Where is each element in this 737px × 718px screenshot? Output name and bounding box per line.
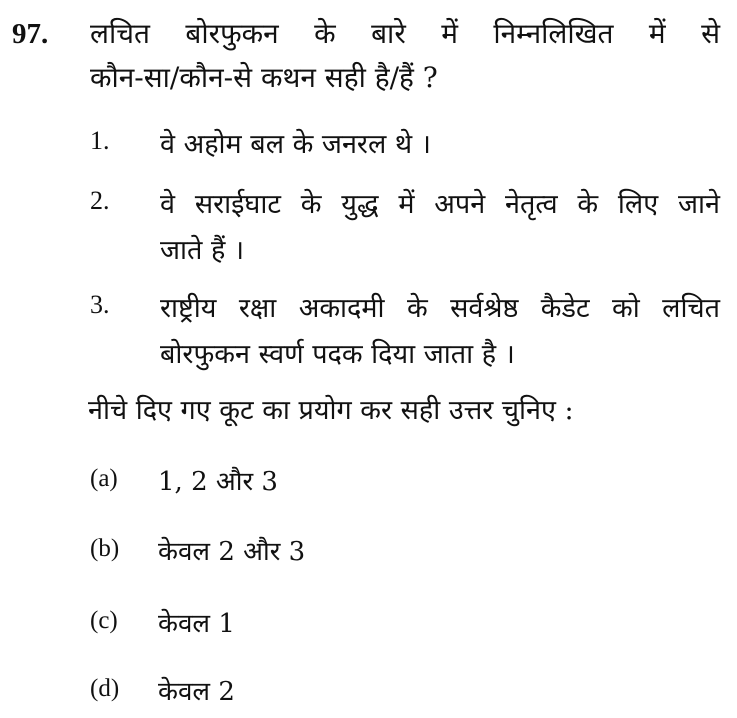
statement-text [160,286,720,378]
instruction-text: नीचे दिए गए कूट का प्रयोग कर सही उत्तर चुनिए : [88,395,574,426]
statement-text [160,122,720,168]
statement-line: राष्ट्रीय रक्षा अकादमी के सर्वश्रेष्ठ कैडेट को लचित [160,293,720,324]
option-label: (b) [90,535,120,562]
statement-text [160,182,720,274]
statement-line: वे अहोम बल के जनरल थे । [160,129,431,160]
statement-line: वे सराईघाट के युद्ध में अपने नेतृत्व के लिए जाने [160,189,720,220]
option-label: (c) [90,607,118,634]
statement-number: 2. [90,186,110,215]
question-stem-line-1: लचित बोरफुकन के बारे में निम्नलिखित में से [90,17,720,50]
option-text: केवल 1 [158,609,235,639]
statement-line: जाते हैं । [160,235,245,266]
option-label: (d) [90,675,120,702]
statement-number: 1. [90,126,110,155]
statement-number: 3. [90,290,110,319]
option-label: (a) [90,465,118,492]
option-text: केवल 2 [158,677,235,707]
option-text: 1, 2 और 3 [158,467,278,497]
question-stem [90,12,720,100]
question-stem-line-2: कौन-सा/कौन-से कथन सही है/हैं ? [90,61,438,94]
question-number: 97. [12,18,49,50]
statement-line: बोरफुकन स्वर्ण पदक दिया जाता है । [160,339,515,370]
option-text: केवल 2 और 3 [158,537,306,567]
